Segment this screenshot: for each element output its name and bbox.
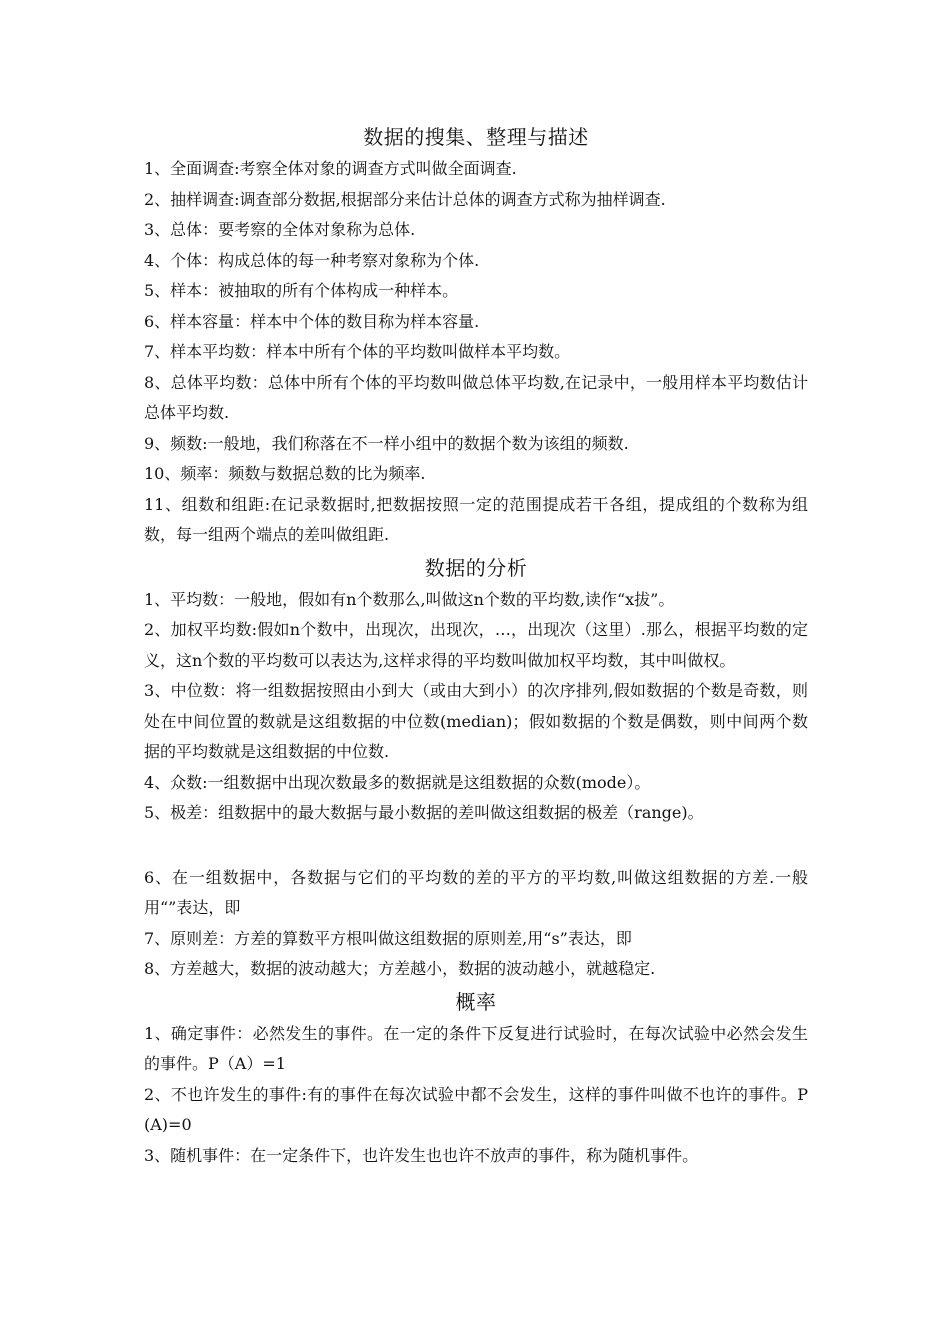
section-title-probability: 概率 — [455, 989, 497, 1014]
list-item: 3、随机事件：在一定条件下，也许发生也也许不放声的事件，称为随机事件。 — [144, 1145, 699, 1165]
list-item: 10、频率：频数与数据总数的比为频率. — [144, 464, 426, 483]
section-title-data-collection: 数据的搜集、整理与描述 — [363, 125, 589, 149]
list-item: 6、样本容量：样本中个体的数目称为样本容量. — [144, 311, 480, 331]
list-item: 7、样本平均数：样本中所有个体的平均数叫做样本平均数。 — [144, 342, 571, 361]
list-item: 3、中位数：将一组数据按照由小到大（或由大到小）的次序排列,假如数据的个数是奇数，则处在中间位置的数就是这组数据的中位数(median)；假如数据的个数是偶数，则中间两个数据的平均数就是这组数据的中位数. — [144, 681, 808, 761]
list-item: 2、加权平均数:假如n个数中，出现次，出现次，…，出现次（这里）.那么，根据平均数的定义，这n个数的平均数可以表达为,这样求得的平均数叫做加权平均数，其中叫做权。 — [144, 620, 808, 670]
list-item: 8、方差越大，数据的波动越大；方差越小，数据的波动越小，就越稳定. — [144, 959, 656, 978]
list-item: 11、组数和组距:在记录数据时,把数据按照一定的范围提成若干各组，提成组的个数称为组数，每一组两个端点的差叫做组距. — [144, 494, 808, 544]
list-item: 6、在一组数据中，各数据与它们的平均数的差的平方的平均数,叫做这组数据的方差.一般用“”表达，即 — [144, 867, 808, 917]
list-item: 1、确定事件：必然发生的事件。在一定的条件下反复进行试验时，在每次试验中必然会发生的事件。P（A）=1 — [144, 1023, 808, 1073]
list-item: 4、众数:一组数据中出现次数最多的数据就是这组数据的众数(mode）。 — [144, 772, 651, 792]
list-item: 8、总体平均数：总体中所有个体的平均数叫做总体平均数,在记录中，一般用样本平均数估计总体平均数. — [144, 372, 808, 422]
section-title-data-analysis: 数据的分析 — [424, 555, 528, 580]
list-item: 3、总体：要考察的全体对象称为总体. — [144, 220, 416, 239]
blank-line — [144, 829, 808, 863]
list-item: 7、原则差：方差的算数平方根叫做这组数据的原则差,用“s”表达，即 — [144, 928, 632, 948]
list-item: 5、样本：被抽取的所有个体构成一种样本。 — [144, 281, 459, 300]
list-item: 1、平均数：一般地，假如有n个数那么,叫做这n个数的平均数,读作“x拔”。 — [144, 589, 675, 609]
list-item: 2、抽样调查:调查部分数据,根据部分来估计总体的调查方式称为抽样调查. — [144, 189, 666, 209]
list-item: 1、全面调查:考察全体对象的调查方式叫做全面调查. — [144, 159, 517, 178]
list-item: 2、不也许发生的事件:有的事件在每次试验中都不会发生，这样的事件叫做不也许的事件。P(A)=0 — [144, 1084, 808, 1134]
list-item: 4、个体：构成总体的每一种考察对象称为个体. — [144, 250, 480, 270]
list-item: 5、极差：组数据中的最大数据与最小数据的差叫做这组数据的极差（range)。 — [144, 803, 704, 822]
document-page — [144, 116, 808, 1171]
list-item: 9、频数:一般地，我们称落在不一样小组中的数据个数为该组的频数. — [144, 433, 629, 453]
